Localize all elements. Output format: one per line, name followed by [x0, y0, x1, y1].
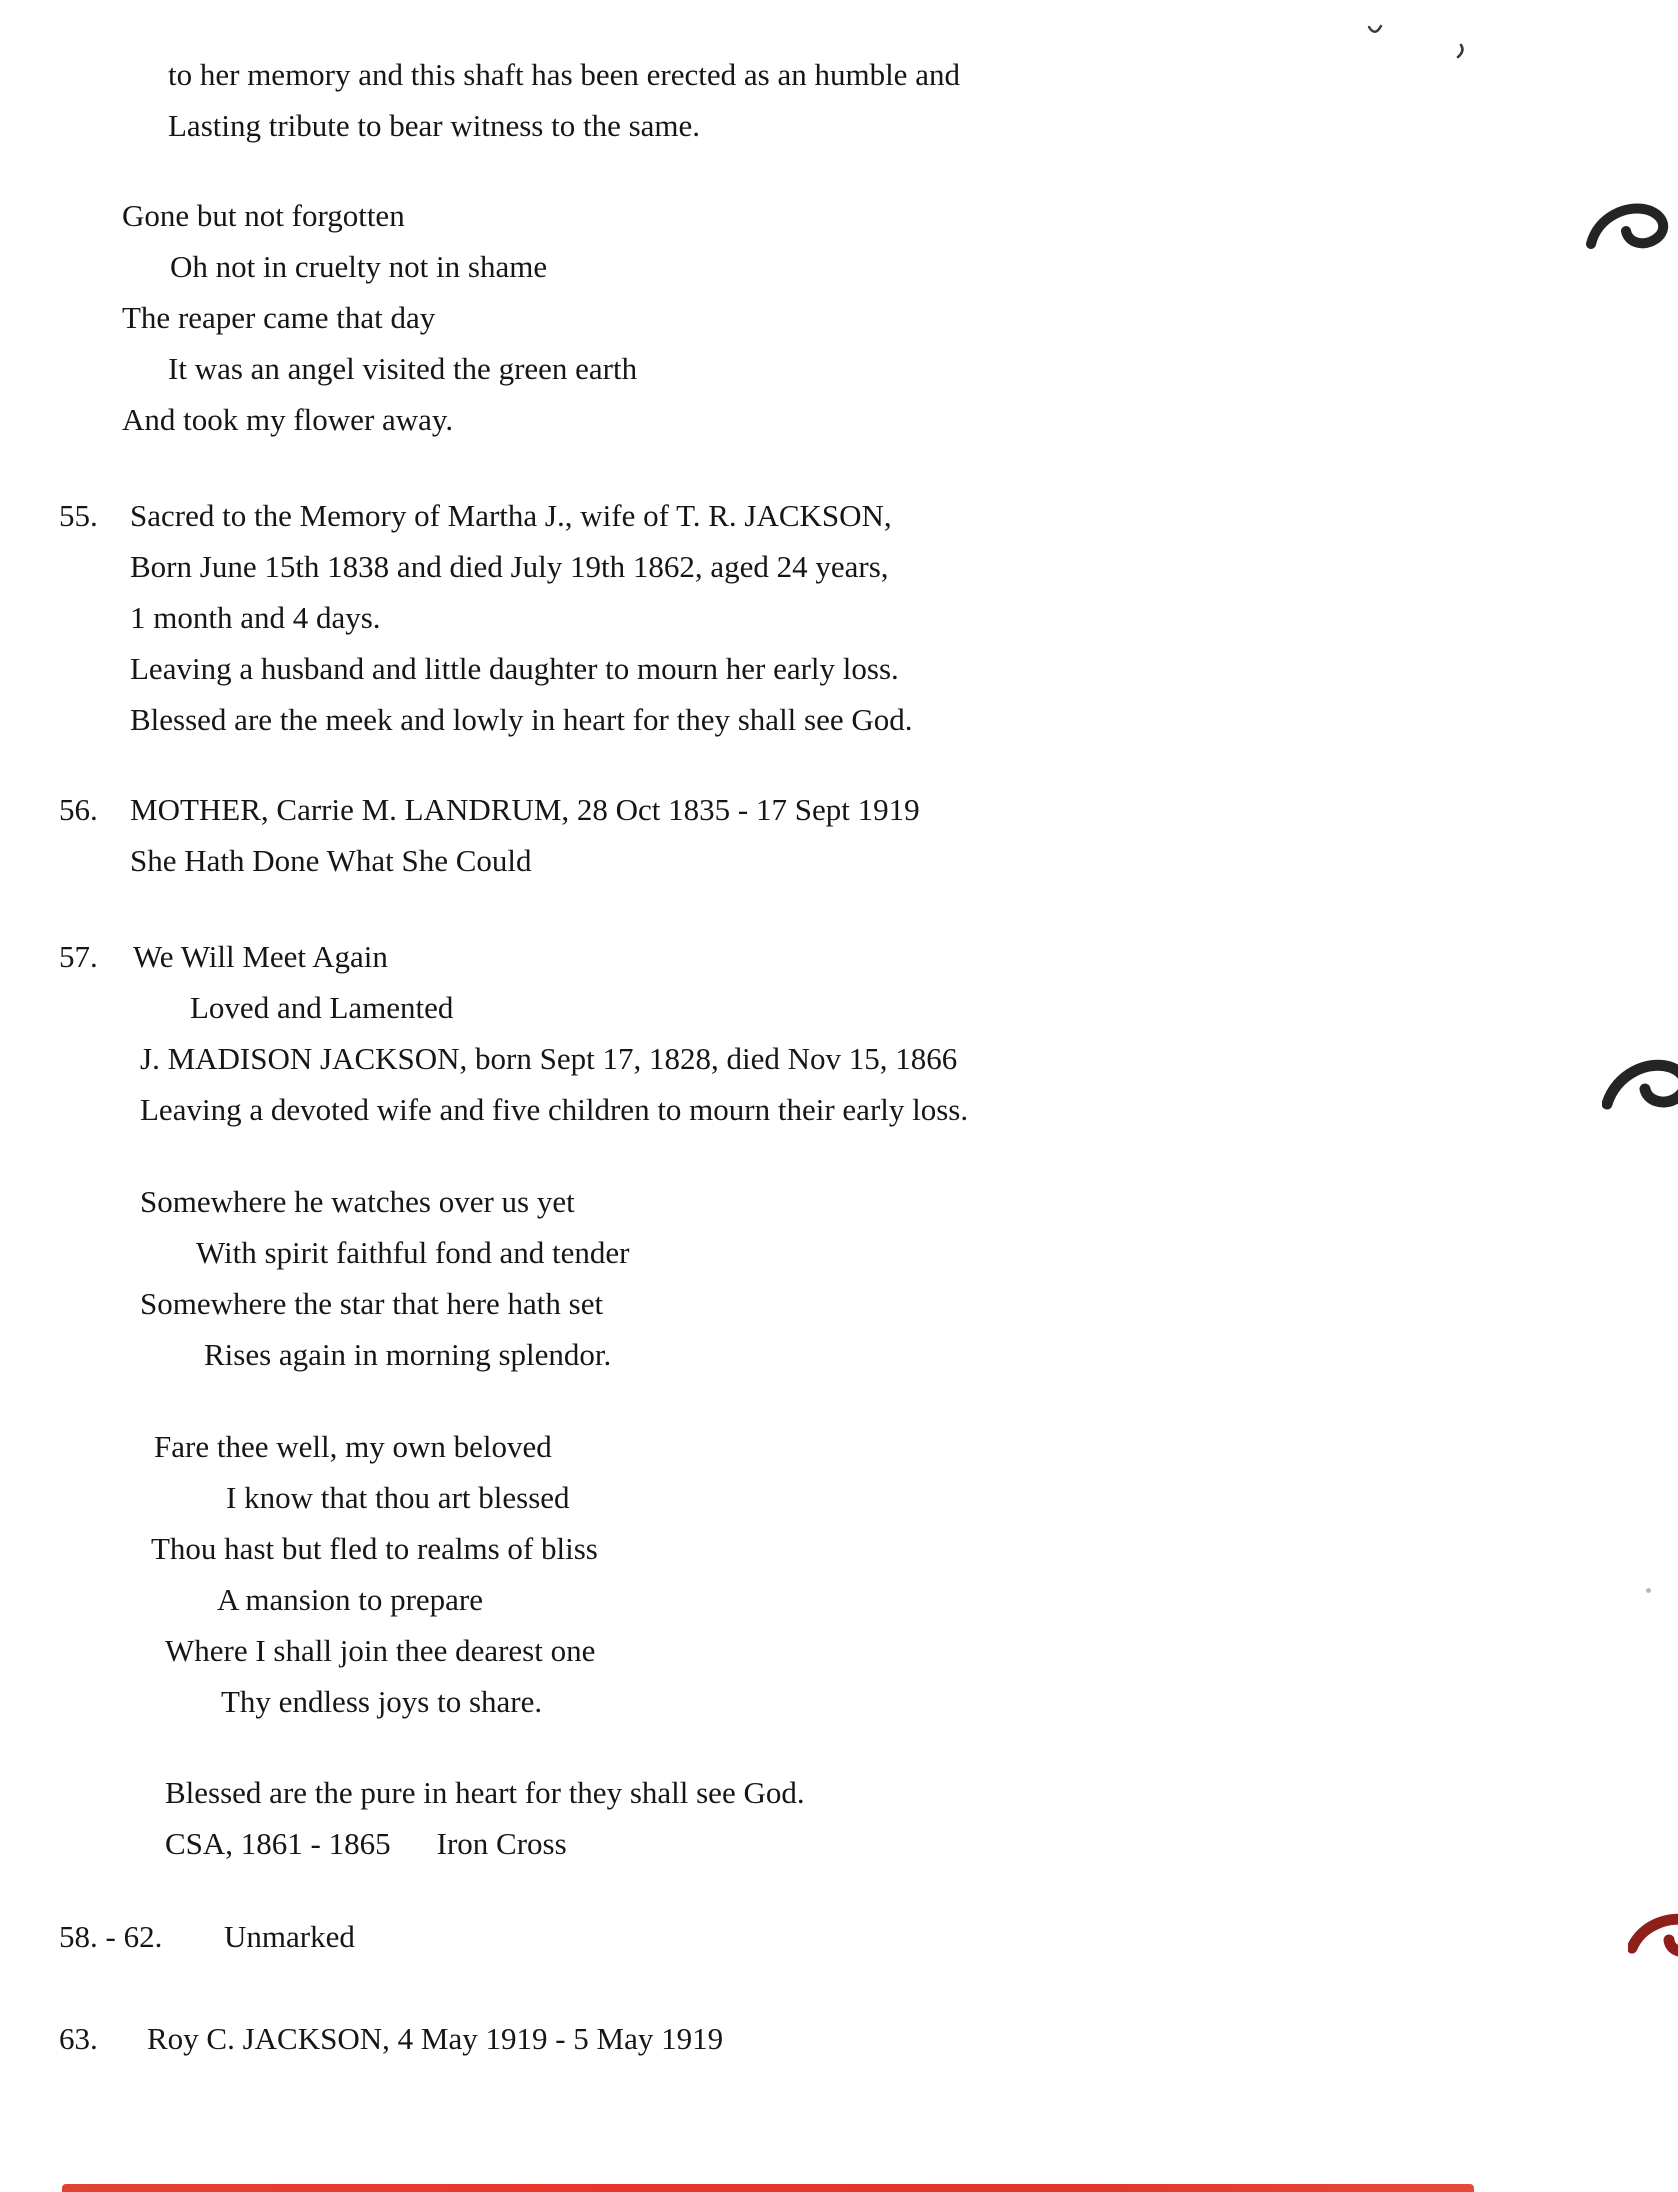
text-line: Blessed are the pure in heart for they shall see God.	[165, 1775, 805, 1810]
poem-line: Fare thee well, my own beloved	[154, 1429, 552, 1464]
poem-line: Somewhere the star that here hath set	[140, 1286, 604, 1321]
intro-continuation-block	[0, 49, 1678, 151]
entry-57	[0, 931, 1678, 1135]
entry-58-62	[0, 1911, 1678, 1962]
text-line: Sacred to the Memory of Martha J., wife of T. R. JACKSON,	[130, 498, 892, 533]
poem-line: The reaper came that day	[122, 300, 436, 335]
entry-55	[0, 490, 1678, 745]
poem-line: Thy endless joys to share.	[221, 1684, 543, 1719]
entry-57-closing	[0, 1767, 1678, 1869]
entry-63	[0, 2013, 1678, 2064]
poem-line: Gone but not forgotten	[122, 198, 405, 233]
red-marker-line	[62, 2184, 1474, 2192]
poem-line: And took my flower away.	[122, 402, 454, 437]
text-line: Blessed are the meek and lowly in heart for they shall see God.	[130, 702, 913, 737]
poem-line: Rises again in morning splendor.	[204, 1337, 612, 1372]
text-line: MOTHER, Carrie M. LANDRUM, 28 Oct 1835 - 17 Sept 1919	[130, 792, 920, 827]
entry-number: 56.	[59, 792, 98, 827]
poem-line: I know that thou art blessed	[226, 1480, 570, 1515]
poem-line: Oh not in cruelty not in shame	[170, 249, 548, 284]
text-line: Born June 15th 1838 and died July 19th 1862, aged 24 years,	[130, 549, 889, 584]
text-line: Leaving a devoted wife and five children to mourn their early loss.	[140, 1092, 969, 1127]
text-line: Leaving a husband and little daughter to mourn her early loss.	[130, 651, 899, 686]
entry-57-subtitle: Loved and Lamented	[190, 990, 454, 1025]
text-line: to her memory and this shaft has been erected as an humble and	[168, 57, 960, 92]
entry-number: 57.	[59, 939, 98, 974]
iron-cross-label: Iron Cross	[436, 1826, 567, 1861]
scan-speck-icon	[1452, 24, 1468, 42]
poem-line: Where I shall join thee dearest one	[165, 1633, 596, 1668]
poem-stanza-2	[0, 1176, 1678, 1380]
poem-stanza-3	[0, 1421, 1678, 1727]
poem-line: A mansion to prepare	[217, 1582, 484, 1617]
scan-speck-icon	[1366, 4, 1384, 22]
poem-stanza-1	[0, 190, 1678, 445]
text-line: She Hath Done What She Could	[130, 843, 532, 878]
poem-line: Thou hast but fled to realms of bliss	[151, 1531, 598, 1566]
entry-number: 63.	[59, 2021, 98, 2056]
poem-line: With spirit faithful fond and tender	[196, 1235, 630, 1270]
text-line: Unmarked	[224, 1919, 355, 1954]
entry-number: 58. - 62.	[59, 1919, 163, 1954]
text-line: Roy C. JACKSON, 4 May 1919 - 5 May 1919	[147, 2021, 724, 2056]
text-line: J. MADISON JACKSON, born Sept 17, 1828, died Nov 15, 1866	[140, 1041, 958, 1076]
entry-57-title: We Will Meet Again	[133, 939, 388, 974]
text-line	[0, 1818, 1678, 1869]
text-line: Lasting tribute to bear witness to the same.	[168, 108, 701, 143]
text-line: 1 month and 4 days.	[130, 600, 381, 635]
poem-line: It was an angel visited the green earth	[168, 351, 638, 386]
csa-dates: CSA, 1861 - 1865	[165, 1826, 391, 1861]
poem-line: Somewhere he watches over us yet	[140, 1184, 575, 1219]
scan-dot	[1646, 1588, 1651, 1593]
entry-number: 55.	[59, 498, 98, 533]
entry-56	[0, 784, 1678, 886]
